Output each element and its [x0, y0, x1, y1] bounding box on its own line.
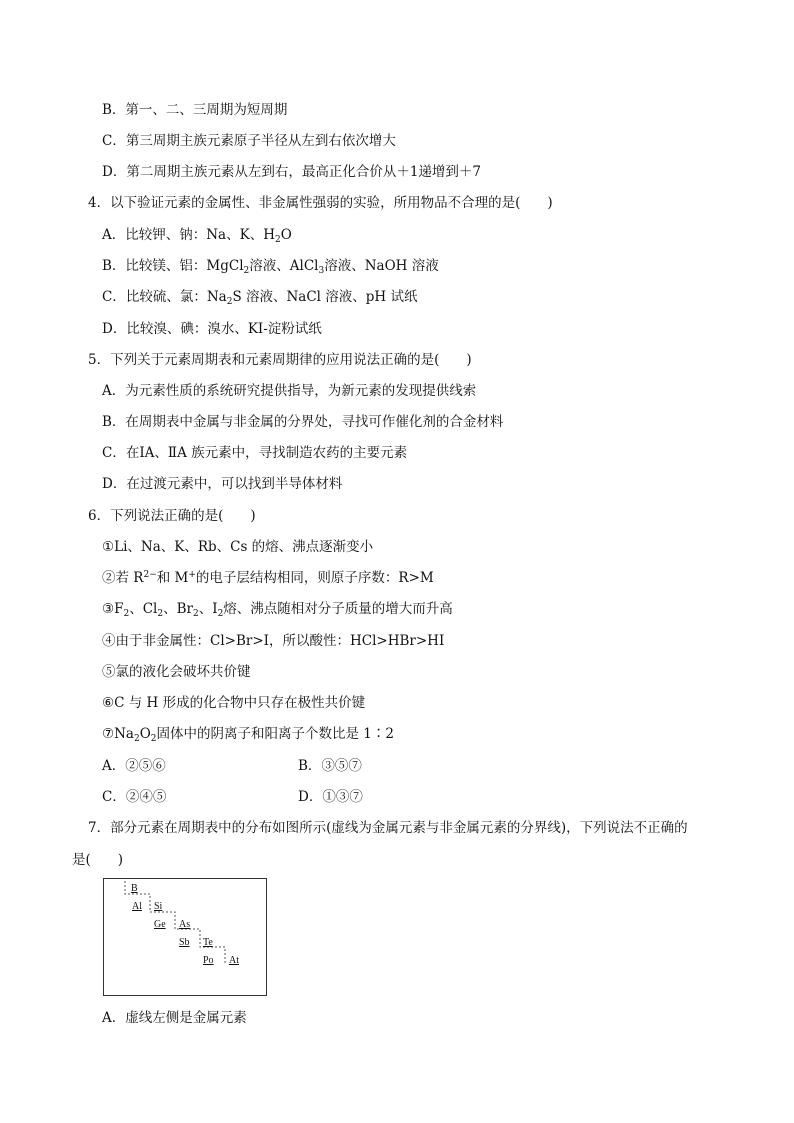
periodic-table-figure	[103, 878, 267, 996]
element-at: At	[229, 955, 239, 966]
question-5-option-d: D．在过渡元素中，可以找到半导体材料	[102, 476, 343, 492]
element-po: Po	[203, 955, 214, 966]
question-6-statement-2: ②若 $R^{2-}$和 M+的电子层结构相同，则原子序数：R>M	[102, 570, 434, 586]
option-b-short-periods: B．第一、二、三周期为短周期	[102, 102, 288, 118]
question-6-statement-7: $⑦Na_2O_2$固体中的阴离子和阳离子个数比是 1∶2	[102, 726, 394, 744]
periodic-table-diagram	[104, 879, 266, 995]
question-6-option-a: A．②⑤⑥	[102, 758, 166, 774]
question-6-option-b: B．③⑤⑦	[298, 758, 362, 774]
element-te: Te	[203, 937, 213, 948]
question-4-option-a: A．比较钾、钠：Na、K、$H_2O$	[102, 227, 292, 245]
question-6-statement-6: ⑥C 与 H 形成的化合物中只存在极性共价键	[102, 695, 366, 711]
question-6-stem: 6．下列说法正确的是( )	[88, 508, 256, 524]
question-6-statement-5: ⑤氯的液化会破坏共价键	[102, 664, 251, 680]
question-4-option-b: B．比较镁、铝：MgCl$_2$溶液、AlCl$_3$溶液、NaOH 溶液	[102, 258, 439, 276]
question-6-statement-1: ①Li、Na、K、Rb、Cs 的熔、沸点逐渐变小	[102, 539, 374, 555]
question-4-stem: 4．以下验证元素的金属性、非金属性强弱的实验，所用物品不合理的是( )	[88, 195, 553, 211]
question-4-option-d: D．比较溴、碘：溴水、KI-淀粉试纸	[102, 321, 322, 337]
element-b: B	[131, 883, 138, 894]
question-5-option-c: C．在ⅠA、ⅡA 族元素中，寻找制造农药的主要元素	[102, 445, 408, 461]
option-c-atomic-radius: C．第三周期主族元素原子半径从左到右依次增大	[102, 133, 396, 149]
element-sb: Sb	[179, 937, 190, 948]
question-5-option-a: A．为元素性质的系统研究提供指导，为新元素的发现提供线索	[102, 383, 477, 399]
question-7-stem-line-1: 7．部分元素在周期表中的分布如图所示(虚线为金属元素与非金属元素的分界线)，下列说法不正确的	[88, 820, 688, 836]
element-ge: Ge	[154, 919, 166, 930]
element-as: As	[179, 919, 191, 930]
metal-nonmetal-boundary	[125, 881, 225, 965]
element-si: Si	[154, 901, 163, 912]
question-4-option-c: C．比较硫、氯：$Na_2S$ 溶液、NaCl 溶液、pH 试纸	[102, 289, 418, 307]
question-5-option-b: B．在周期表中金属与非金属的分界处，寻找可作催化剂的合金材料	[102, 414, 504, 430]
question-6-statement-3: $③F_2$、$Cl_2$、$Br_2$、$I_2$熔、沸点随相对分子质量的增大而升高	[102, 601, 453, 619]
question-6-option-c: C．②④⑤	[102, 789, 167, 805]
question-7-stem-line-2: 是( )	[72, 852, 124, 868]
question-6-option-d: D．①③⑦	[298, 789, 363, 805]
element-al: Al	[132, 901, 142, 912]
question-5-stem: 5．下列关于元素周期表和元素周期律的应用说法正确的是( )	[88, 352, 472, 368]
option-d-valence: D．第二周期主族元素从左到右，最高正化合价从＋1递增到＋7	[102, 164, 482, 180]
question-7-option-a: A．虚线左侧是金属元素	[102, 1010, 247, 1026]
question-6-statement-4: ④由于非金属性：Cl>Br>I，所以酸性：HCl>HBr>HI	[102, 633, 445, 649]
